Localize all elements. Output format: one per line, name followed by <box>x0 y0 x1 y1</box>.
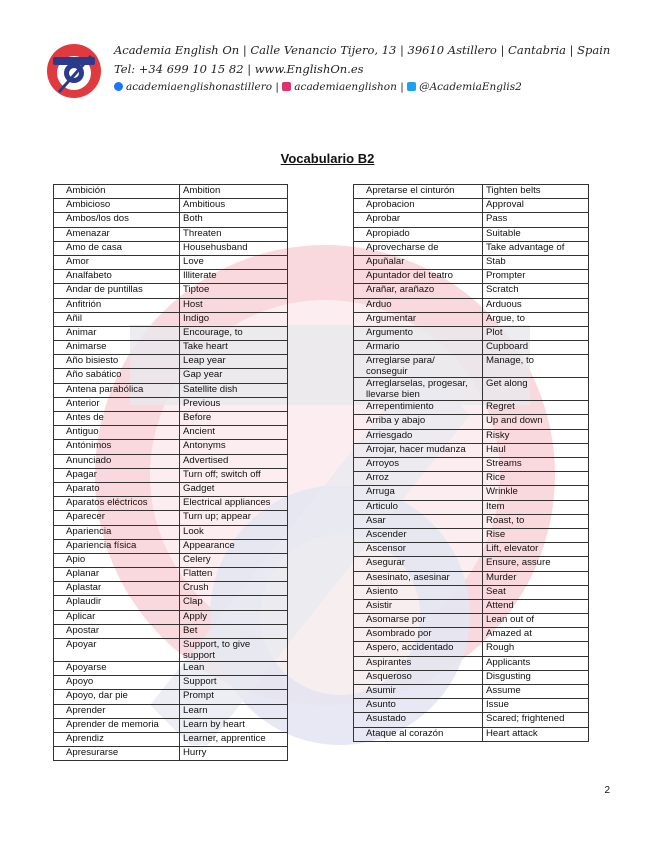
spanish-term: Anterior <box>54 397 180 411</box>
spanish-term: Articulo <box>354 500 483 514</box>
spanish-term: Arriba y abajo <box>354 415 483 429</box>
table-row <box>54 213 288 227</box>
spanish-term: Asumir <box>354 685 483 699</box>
spanish-term: Aprovecharse de <box>354 241 483 255</box>
table-row <box>354 401 589 415</box>
table-row <box>354 270 589 284</box>
table-row <box>354 727 589 741</box>
table-row <box>354 699 589 713</box>
english-term: Take advantage of <box>483 241 589 255</box>
facebook-icon <box>114 82 123 91</box>
english-term: Prompt <box>180 690 288 704</box>
table-row <box>54 426 288 440</box>
spanish-term: Asombrado por <box>354 628 483 642</box>
english-term: Leap year <box>180 355 288 369</box>
english-term: Lean <box>180 662 288 676</box>
table-row <box>354 543 589 557</box>
english-term: Cupboard <box>483 341 589 355</box>
english-term: Rough <box>483 642 589 656</box>
english-term: Scared; frightened <box>483 713 589 727</box>
english-term: Ambition <box>180 185 288 199</box>
spanish-term: Arroyos <box>354 458 483 472</box>
table-row <box>54 341 288 355</box>
english-term: Scratch <box>483 284 589 298</box>
table-row <box>354 284 589 298</box>
english-term: Look <box>180 525 288 539</box>
table-row <box>354 571 589 585</box>
page-title: Vocabulario B2 <box>280 151 375 166</box>
english-term: Wrinkle <box>483 486 589 500</box>
english-term: Attend <box>483 599 589 613</box>
spanish-term: Asistir <box>354 599 483 613</box>
spanish-term: Apoyo, dar pie <box>54 690 180 704</box>
table-row <box>354 528 589 542</box>
spanish-term: Apoyarse <box>54 662 180 676</box>
english-term: Apply <box>180 610 288 624</box>
table-row <box>354 557 589 571</box>
spanish-term: Animar <box>54 326 180 340</box>
spanish-term: Asustado <box>354 713 483 727</box>
spanish-term: Apagar <box>54 468 180 482</box>
spanish-term: Antónimos <box>54 440 180 454</box>
spanish-term: Añil <box>54 312 180 326</box>
spanish-term: Ambición <box>54 185 180 199</box>
spanish-term: Apariencia física <box>54 539 180 553</box>
spanish-term: Armario <box>354 341 483 355</box>
table-row <box>54 454 288 468</box>
table-row <box>54 270 288 284</box>
table-row <box>354 472 589 486</box>
english-term: Seat <box>483 585 589 599</box>
table-row <box>54 639 288 662</box>
table-row <box>54 582 288 596</box>
spanish-term: Arriesgado <box>354 429 483 443</box>
spanish-term: Asiento <box>354 585 483 599</box>
spanish-term: Apretarse el cinturón <box>354 185 483 199</box>
english-term: Advertised <box>180 454 288 468</box>
spanish-term: Aplanar <box>54 568 180 582</box>
spanish-term: Apoyo <box>54 676 180 690</box>
english-term: Clap <box>180 596 288 610</box>
spanish-term: Antiguo <box>54 426 180 440</box>
english-term: Tighten belts <box>483 185 589 199</box>
spanish-term: Amo de casa <box>54 241 180 255</box>
spanish-term: Año sabático <box>54 369 180 383</box>
table-row <box>354 185 589 199</box>
table-row <box>354 326 589 340</box>
english-term: Issue <box>483 699 589 713</box>
english-term: Take heart <box>180 341 288 355</box>
table-row <box>354 599 589 613</box>
table-row <box>354 298 589 312</box>
spanish-term: Asegurar <box>354 557 483 571</box>
header-social <box>114 81 522 93</box>
table-row <box>354 378 589 401</box>
english-term: Heart attack <box>483 727 589 741</box>
spanish-term: Arrepentimiento <box>354 401 483 415</box>
english-term: Househusband <box>180 241 288 255</box>
spanish-term: Apuñalar <box>354 255 483 269</box>
spanish-term: Asqueroso <box>354 670 483 684</box>
spanish-term: Apoyar <box>54 639 180 662</box>
spanish-term: Aprender de memoria <box>54 718 180 732</box>
table-row <box>54 185 288 199</box>
english-term: Prompter <box>483 270 589 284</box>
table-row <box>354 628 589 642</box>
spanish-term: Aparecer <box>54 511 180 525</box>
english-term: Rise <box>483 528 589 542</box>
english-term: Plot <box>483 326 589 340</box>
english-term: Both <box>180 213 288 227</box>
table-row <box>54 497 288 511</box>
spanish-term: Ambos/los dos <box>54 213 180 227</box>
english-term: Haul <box>483 443 589 457</box>
english-term: Learn by heart <box>180 718 288 732</box>
table-row <box>54 690 288 704</box>
spanish-term: Arroz <box>354 472 483 486</box>
table-row <box>54 718 288 732</box>
table-row <box>54 227 288 241</box>
table-row <box>354 713 589 727</box>
table-row <box>354 355 589 378</box>
table-row <box>54 383 288 397</box>
table-row <box>54 412 288 426</box>
instagram-icon <box>282 82 291 91</box>
english-term: Electrical appliances <box>180 497 288 511</box>
spanish-term: Aprobacion <box>354 199 483 213</box>
english-term: Pass <box>483 213 589 227</box>
english-term: Appearance <box>180 539 288 553</box>
table-row <box>54 704 288 718</box>
table-row <box>354 312 589 326</box>
table-row <box>54 482 288 496</box>
english-term: Antonyms <box>180 440 288 454</box>
english-term: Host <box>180 298 288 312</box>
spanish-term: Aplaudir <box>54 596 180 610</box>
spanish-term: Arrojar, hacer mudanza <box>354 443 483 457</box>
english-term: Lean out of <box>483 614 589 628</box>
spanish-term: Ascensor <box>354 543 483 557</box>
table-row <box>354 415 589 429</box>
spanish-term: Amor <box>54 255 180 269</box>
english-term: Threaten <box>180 227 288 241</box>
spanish-term: Anunciado <box>54 454 180 468</box>
spanish-term: Arañar, arañazo <box>354 284 483 298</box>
spanish-term: Aprendiz <box>54 732 180 746</box>
english-term: Previous <box>180 397 288 411</box>
english-term: Roast, to <box>483 514 589 528</box>
spanish-term: Aspero, accidentado <box>354 642 483 656</box>
english-term: Disgusting <box>483 670 589 684</box>
spanish-term: Aparato <box>54 482 180 496</box>
spanish-term: Arreglarse para/ conseguir <box>354 355 483 378</box>
english-term: Love <box>180 255 288 269</box>
instagram-handle[interactable]: academiaenglishon <box>294 81 397 93</box>
english-on-logo <box>45 42 103 100</box>
table-row <box>354 642 589 656</box>
table-row <box>354 500 589 514</box>
spanish-term: Antena parabólica <box>54 383 180 397</box>
table-row <box>354 656 589 670</box>
twitter-icon <box>407 82 416 91</box>
table-row <box>354 213 589 227</box>
spanish-term: Asunto <box>354 699 483 713</box>
english-term: Support <box>180 676 288 690</box>
table-row <box>354 514 589 528</box>
table-row <box>354 341 589 355</box>
english-term: Lift, elevator <box>483 543 589 557</box>
english-term: Ambitious <box>180 199 288 213</box>
english-term: Illiterate <box>180 270 288 284</box>
spanish-term: Apresurarse <box>54 747 180 761</box>
english-term: Streams <box>483 458 589 472</box>
english-term: Regret <box>483 401 589 415</box>
table-row <box>54 255 288 269</box>
table-row <box>54 676 288 690</box>
english-term: Satellite dish <box>180 383 288 397</box>
spanish-term: Anfitrión <box>54 298 180 312</box>
spanish-term: Andar de puntillas <box>54 284 180 298</box>
english-term: Assume <box>483 685 589 699</box>
english-term: Approval <box>483 199 589 213</box>
english-term: Turn up; appear <box>180 511 288 525</box>
table-row <box>354 429 589 443</box>
table-row <box>54 662 288 676</box>
spanish-term: Asesinato, asesinar <box>354 571 483 585</box>
english-term: Stab <box>483 255 589 269</box>
english-term: Risky <box>483 429 589 443</box>
english-term: Encourage, to <box>180 326 288 340</box>
spanish-term: Ascender <box>354 528 483 542</box>
table-row <box>354 486 589 500</box>
table-row <box>54 284 288 298</box>
english-term: Learner, apprentice <box>180 732 288 746</box>
facebook-handle[interactable]: academiaenglishonastillero <box>126 81 273 93</box>
spanish-term: Argumento <box>354 326 483 340</box>
english-term: Get along <box>483 378 589 401</box>
table-row <box>54 624 288 638</box>
spanish-term: Analfabeto <box>54 270 180 284</box>
table-row <box>54 355 288 369</box>
english-term: Flatten <box>180 568 288 582</box>
english-term: Gap year <box>180 369 288 383</box>
english-term: Indigo <box>180 312 288 326</box>
spanish-term: Argumentar <box>354 312 483 326</box>
english-term: Support, to give support <box>180 639 288 662</box>
english-term: Tiptoe <box>180 284 288 298</box>
spanish-term: Apariencia <box>54 525 180 539</box>
table-row <box>54 511 288 525</box>
english-term: Ancient <box>180 426 288 440</box>
spanish-term: Aprender <box>54 704 180 718</box>
spanish-term: Aplastar <box>54 582 180 596</box>
table-row <box>54 539 288 553</box>
spanish-term: Aplicar <box>54 610 180 624</box>
spanish-term: Apropiado <box>354 227 483 241</box>
english-term: Crush <box>180 582 288 596</box>
spanish-term: Arruga <box>354 486 483 500</box>
table-row <box>354 255 589 269</box>
vocabulary-table-right <box>353 184 589 742</box>
spanish-term: Año bisiesto <box>54 355 180 369</box>
spanish-term: Aprobar <box>354 213 483 227</box>
english-term: Arduous <box>483 298 589 312</box>
spanish-term: Antes de <box>54 412 180 426</box>
table-row <box>54 326 288 340</box>
table-row <box>354 227 589 241</box>
table-row <box>54 553 288 567</box>
twitter-handle[interactable]: @AcademiaEnglis2 <box>419 81 522 93</box>
english-term: Up and down <box>483 415 589 429</box>
english-term: Item <box>483 500 589 514</box>
spanish-term: Asar <box>354 514 483 528</box>
header-contact: Tel: +34 699 10 15 82 | www.EnglishOn.es <box>114 62 364 76</box>
table-row <box>354 199 589 213</box>
header-address: Academia English On | Calle Venancio Tijero, 13 | 39610 Astillero | Cantabria | Spain <box>114 43 611 57</box>
spanish-term: Apuntador del teatro <box>354 270 483 284</box>
english-term: Bet <box>180 624 288 638</box>
table-row <box>54 397 288 411</box>
english-term: Gadget <box>180 482 288 496</box>
english-term: Hurry <box>180 747 288 761</box>
english-term: Turn off; switch off <box>180 468 288 482</box>
english-term: Murder <box>483 571 589 585</box>
spanish-term: Ambicioso <box>54 199 180 213</box>
table-row <box>54 369 288 383</box>
table-row <box>54 596 288 610</box>
english-term: Applicants <box>483 656 589 670</box>
english-term: Celery <box>180 553 288 567</box>
english-term: Manage, to <box>483 355 589 378</box>
english-term: Learn <box>180 704 288 718</box>
table-row <box>54 747 288 761</box>
table-row <box>354 614 589 628</box>
table-row <box>354 443 589 457</box>
spanish-term: Aparatos eléctricos <box>54 497 180 511</box>
spanish-term: Asomarse por <box>354 614 483 628</box>
table-row <box>54 199 288 213</box>
spanish-term: Amenazar <box>54 227 180 241</box>
separator: | <box>400 81 404 93</box>
table-row <box>354 670 589 684</box>
table-row <box>54 568 288 582</box>
spanish-term: Arreglarselas, progesar, llevarse bien <box>354 378 483 401</box>
table-row <box>54 732 288 746</box>
english-term: Before <box>180 412 288 426</box>
spanish-term: Aspirantes <box>354 656 483 670</box>
page-number: 2 <box>604 785 610 796</box>
table-row <box>354 585 589 599</box>
english-term: Argue, to <box>483 312 589 326</box>
spanish-term: Apostar <box>54 624 180 638</box>
table-row <box>354 241 589 255</box>
table-row <box>54 610 288 624</box>
separator: | <box>275 81 279 93</box>
english-term: Ensure, assure <box>483 557 589 571</box>
english-term: Suitable <box>483 227 589 241</box>
english-term: Rice <box>483 472 589 486</box>
spanish-term: Ataque al corazón <box>354 727 483 741</box>
spanish-term: Animarse <box>54 341 180 355</box>
table-row <box>354 458 589 472</box>
table-row <box>354 685 589 699</box>
vocabulary-table-left <box>53 184 288 761</box>
english-term: Amazed at <box>483 628 589 642</box>
spanish-term: Arduo <box>354 298 483 312</box>
table-row <box>54 241 288 255</box>
spanish-term: Apio <box>54 553 180 567</box>
table-row <box>54 468 288 482</box>
table-row <box>54 525 288 539</box>
table-row <box>54 440 288 454</box>
table-row <box>54 312 288 326</box>
table-row <box>54 298 288 312</box>
